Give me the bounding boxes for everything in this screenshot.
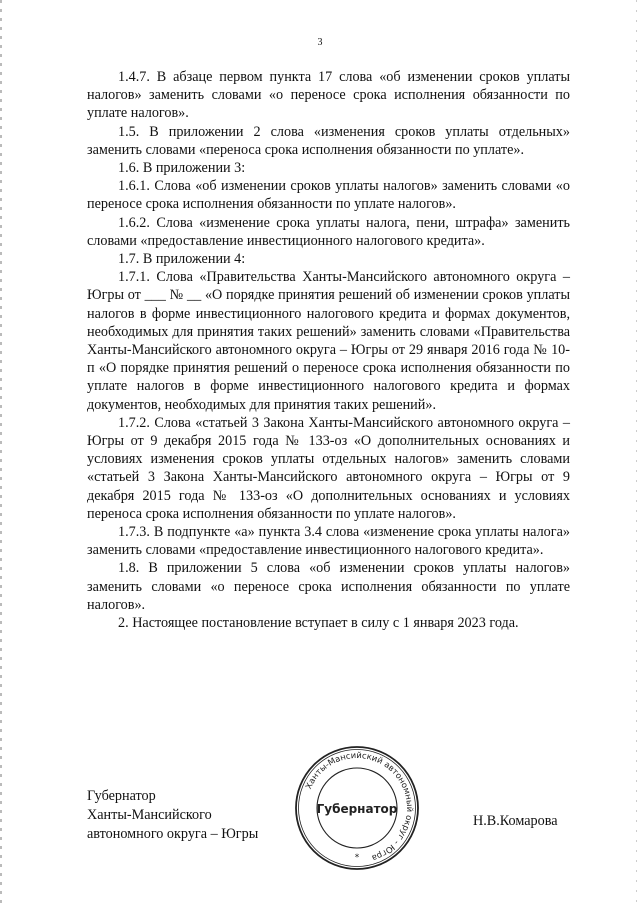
seal-center-text: Губернатор [316, 802, 398, 816]
paragraph-1-6-1: 1.6.1. Слова «об изменении сроков уплаты налогов» заменить словами «о переносе срока исполнения обязанности по уплате налогов». [87, 178, 570, 213]
position-line-3: автономного округа – Югры [87, 825, 259, 842]
paragraph-1-7: 1.7. В приложении 4: [118, 251, 246, 268]
signatory-position [87, 787, 258, 843]
paragraph-1-7-2: 1.7.2. Слова «статьей 3 Закона Ханты-Мансийского автономного округа – Югры от 9 декабря 2015 года № 133-оз «О дополнительных основаниях и условиях изменения сроков уплаты отдельных налогов» заменить словами «статьей 3 Закона Ханты-Мансийского автономного округа – Югры от 9 декабря 2015 года № 133-оз «О дополнительных основаниях и условиях переноса срока исполнения обязанности по уплате налогов». [87, 414, 570, 522]
scan-edge-right [636, 0, 637, 905]
position-line-2: Ханты-Мансийского [87, 806, 212, 823]
paragraph-1-8: 1.8. В приложении 5 слова «об изменении сроков уплаты налогов» заменить словами «о переносе срока исполнения обязанности по уплате налогов». [87, 560, 570, 613]
position-line-1: Губернатор [87, 788, 156, 804]
paragraph-1-6-2: 1.6.2. Слова «изменение срока уплаты налога, пени, штрафа» заменить словами «предоставление инвестиционного налогового кредита». [87, 214, 570, 249]
paragraph-1-7-3: 1.7.3. В подпункте «а» пункта 3.4 слова «изменение срока уплаты налога» заменить словами «предоставление инвестиционного налогового кредита». [87, 524, 570, 559]
seal-stamp [293, 744, 421, 872]
paragraph-1-6: 1.6. В приложении 3: [118, 160, 246, 177]
document-body [87, 68, 570, 632]
paragraph-1-4-7: 1.4.7. В абзаце первом пункта 17 слова «об изменении сроков уплаты налогов» заменить словами «о переносе срока исполнения обязанности по уплате налогов». [87, 69, 570, 122]
signatory-name: Н.В.Комарова [473, 813, 558, 829]
paragraph-1-5: 1.5. В приложении 2 слова «изменения сроков уплаты отдельных» заменить словами «переноса срока исполнения обязанности по уплате». [87, 123, 570, 158]
page-number: 3 [317, 37, 323, 48]
scan-edge-left [0, 0, 2, 905]
seal-ring-text: Ханты-Мансийский автономный округ - Югра [303, 749, 416, 864]
seal-star-icon: * [354, 853, 360, 863]
paragraph-1-7-1: 1.7.1. Слова «Правительства Ханты-Мансийского автономного округа – Югры от ___ № __ «О порядке принятия решений об изменении сроков уплаты налогов в форме инвестиционного налогового кредита и формах документов, необходимых для принятия таких решений» заменить словами «Правительства Ханты-Мансийского автономного округа – Югры от 29 января 2016 года № 10-п «О порядке принятия решений о переносе срока исполнения обязанности по уплате налогов в форме инвестиционного налогового кредита и формах документов, необходимых для принятия таких решений». [87, 269, 570, 413]
paragraph-2: 2. Настоящее постановление вступает в силу с 1 января 2023 года. [118, 615, 519, 632]
